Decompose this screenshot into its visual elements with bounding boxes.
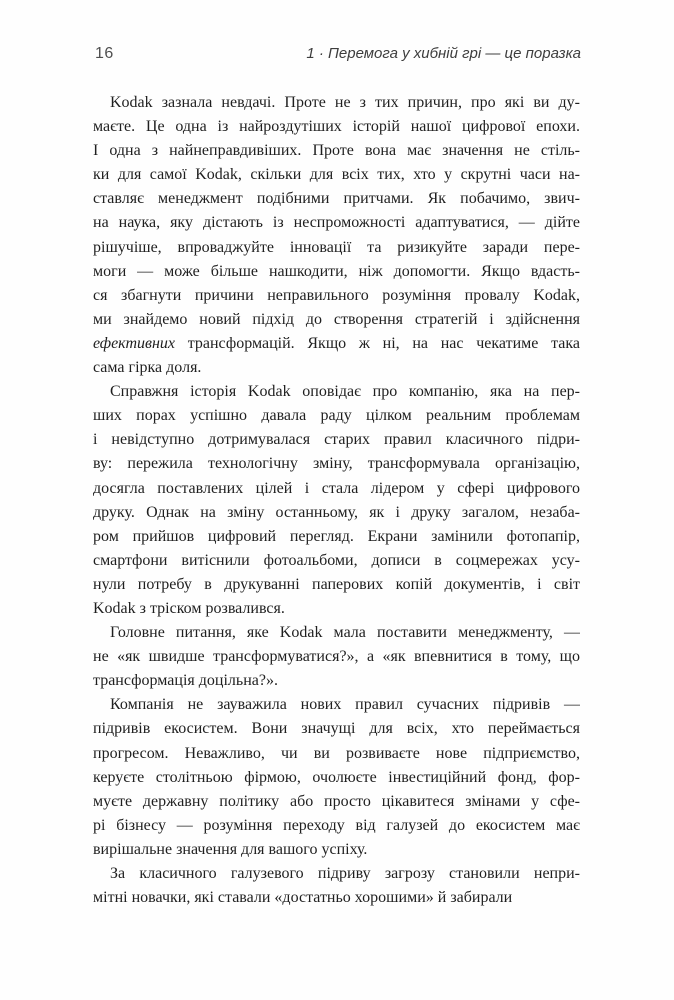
paragraph [93, 621, 580, 693]
text-segment: смартфони витіснили фотоальбоми, дописи в соцмережах усу- [93, 551, 580, 569]
text-segment: І одна з найнеправдивіших. Проте вона має значення не стіль- [93, 142, 580, 160]
text-line [93, 211, 580, 235]
text-segment: досягла поставлених цілей і стала лідером у сфері цифрового [93, 479, 580, 497]
text-segment: керуєте столітньою фірмою, очолюєте інвестиційний фонд, фор- [93, 768, 580, 786]
text-line [93, 139, 580, 163]
text-segment: маєте. Це одна із найроздутіших історій нашої цифрової епохи. [93, 118, 580, 136]
text-line [93, 886, 580, 910]
text-line [93, 284, 580, 308]
text-segment: підривів екосистем. Вони значущі для всіх, хто переймається [93, 720, 580, 738]
text-line [93, 573, 580, 597]
text-line [93, 766, 580, 790]
text-segment: ших порах успішно давала раду цілком реальним проблемам [93, 407, 580, 425]
text-line [93, 742, 580, 766]
text-segment: ми знайдемо новий підхід до створення стратегій і здійснення [93, 310, 580, 328]
paragraph [93, 862, 580, 910]
text-segment: Kodak зазнала невдачі. Проте не з тих причин, про які ви ду- [110, 94, 580, 111]
text-line [93, 236, 580, 260]
text-segment: ся збагнути причини неправильного розуміння провалу Kodak, [93, 286, 580, 304]
text-segment: не «як швидше трансформуватися?», а «як впевнитися в тому, що [93, 648, 580, 666]
text-segment: За класичного галузевого підриву загрозу становили непри- [110, 865, 580, 882]
text-segment: і невідступно дотримувалася старих правил класичного підри- [93, 431, 580, 449]
text-segment: Компанія не зауважила нових правил сучасних підривів — [110, 696, 580, 714]
text-line [93, 549, 580, 573]
text-segment: ром прийшов цифровий перегляд. Екрани замінили фотопапір, [93, 527, 580, 545]
text-line [93, 814, 580, 838]
text-segment: на наука, яку дістають із неспроможності адаптуватися, — дійте [93, 214, 580, 232]
text-line [93, 838, 580, 862]
text-segment: рішучіше, впроваджуйте інновації та ризикуйте заради пере- [93, 238, 580, 256]
text-segment: ставляє менеджмент подібними притчами. Як побачимо, звич- [93, 190, 580, 208]
text-segment: нули потребу в друкуванні паперових копій документів, і світ [93, 575, 580, 593]
text-line [93, 404, 580, 428]
text-line [93, 260, 580, 284]
text-segment: моги — може більше нашкодити, ніж допомогти. Якщо вдасть- [93, 262, 580, 280]
paragraph [93, 380, 580, 621]
text-line [93, 187, 580, 211]
text-line [93, 91, 580, 115]
text-line [93, 115, 580, 139]
paragraph [93, 91, 580, 380]
text-segment: Головне питання, яке Kodak мала поставити менеджменту, — [110, 624, 580, 642]
text-segment: Справжня історія Kodak оповідає про компанію, яка на пер- [110, 383, 580, 401]
text-segment: друку. Однак на зміну останньому, як і друку загалом, незаба- [93, 503, 580, 521]
page-number: 16 [95, 45, 114, 62]
text-line [93, 356, 580, 380]
text-line [93, 669, 580, 693]
text-line [93, 452, 580, 476]
text-line [93, 645, 580, 669]
emphasized-text: ефективних [93, 334, 175, 352]
text-line [93, 380, 580, 404]
text-segment: рі бізнесу — розуміння переходу від галузей до екосистем має [93, 816, 580, 834]
text-segment: трансформацій. Якщо ж ні, на нас чекатиме така [174, 334, 580, 352]
text-segment: сама гірка доля. [93, 359, 202, 377]
text-segment: Kodak з тріском розвалився. [93, 599, 285, 617]
text-line [93, 163, 580, 187]
text-line [93, 597, 580, 621]
text-segment: мітні новачки, які ставали «достатньо хорошими» й забирали [93, 889, 513, 907]
text-segment: муєте державну політику або просто цікавитеся змінами у сфе- [93, 792, 580, 810]
text-segment: ки для самої Kodak, скільки для всіх тих, хто у скрутні часи на- [93, 166, 580, 184]
text-line [93, 621, 580, 645]
running-header [95, 45, 581, 63]
page-body [93, 91, 580, 910]
text-line [93, 693, 580, 717]
text-line [93, 428, 580, 452]
text-segment: вирішальне значення для вашого успіху. [93, 840, 368, 858]
text-line [93, 501, 580, 525]
text-line [93, 477, 580, 501]
paragraph [93, 693, 580, 862]
text-line [93, 717, 580, 741]
text-line [93, 332, 580, 356]
chapter-running-title: 1 · Перемога у хибній грі — це поразка [306, 45, 581, 62]
text-line [93, 308, 580, 332]
text-segment: прогресом. Неважливо, чи ви розвиваєте нове підприємство, [93, 744, 580, 762]
text-line [93, 525, 580, 549]
text-line [93, 862, 580, 886]
text-segment: трансформація доцільна?». [93, 672, 278, 690]
text-segment: ву: пережила технологічну зміну, трансформувала організацію, [93, 455, 580, 473]
text-line [93, 790, 580, 814]
